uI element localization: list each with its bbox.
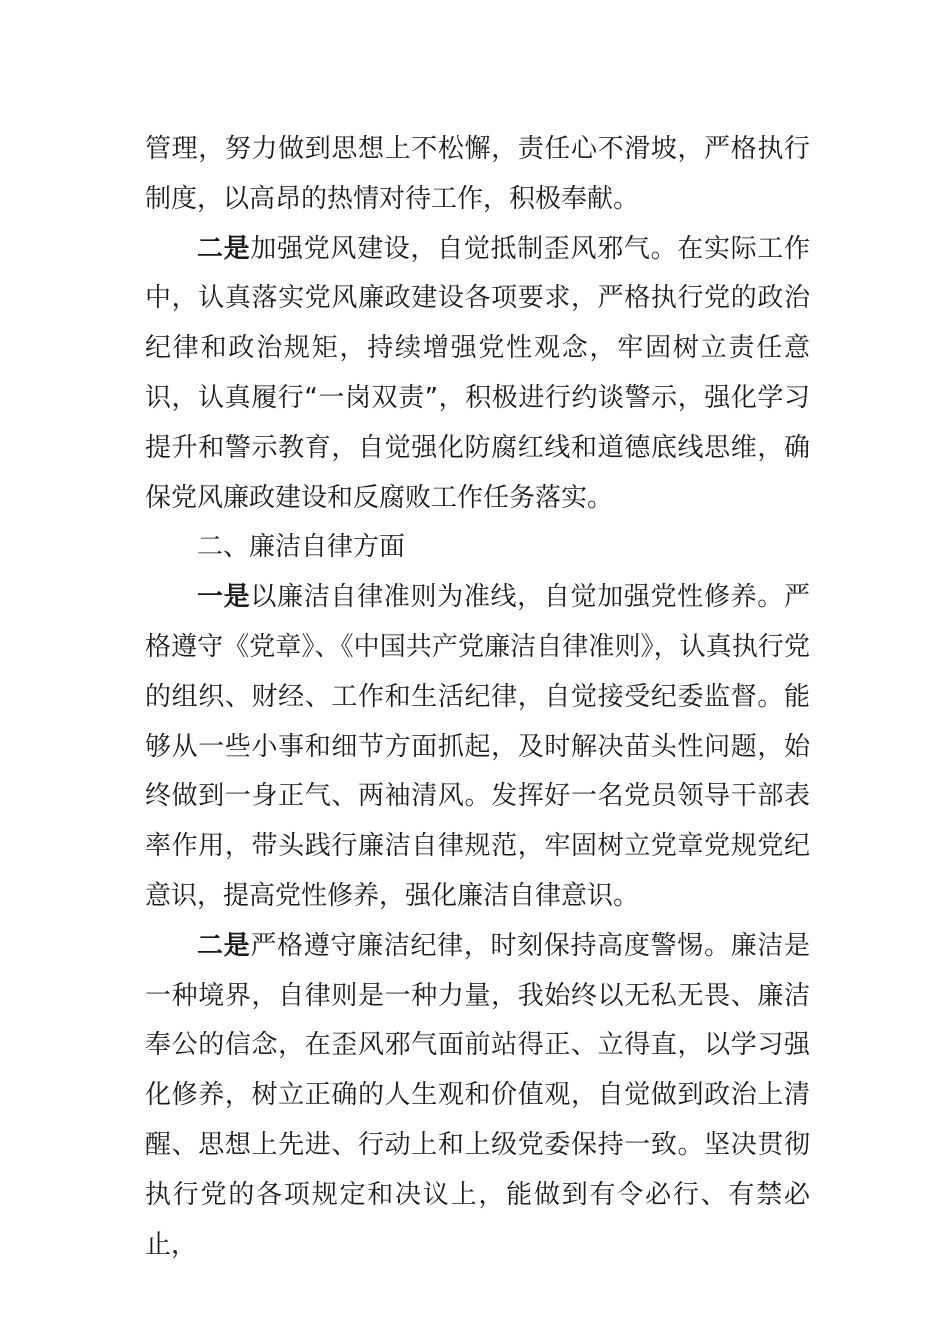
paragraph-3-text: 以廉洁自律准则为准线，自觉加强党性修养。严格遵守《党章》、《中国共产党廉洁自律准则》，认真执行党的组织、财经、工作和生活纪律，自觉接受纪委监督。能够从一些小事和细节方面抓起，及时解决苗头性问题，始终做到一身正气、两袖清风。发挥好一名党员领导干部表率作用，带头践行廉洁自律规范，牢固树立党章党规党纪意识，提高党性修养，强化廉洁自律意识。	[145, 582, 810, 911]
paragraph-3	[145, 573, 810, 922]
paragraph-4-text: 严格遵守廉洁纪律，时刻保持高度警惕。廉洁是一种境界，自律则是一种力量，我始终以无私无畏、廉洁奉公的信念，在歪风邪气面前站得正、立得直，以学习强化修养，树立正确的人生观和价值观，自觉做到政治上清醒、思想上先进、行动上和上级党委保持一致。坚决贯彻执行党的各项规定和决议上，能做到有令必行、有禁必止，	[145, 930, 810, 1260]
paragraph-2-lead: 二是	[197, 233, 251, 264]
paragraph-4	[145, 922, 810, 1271]
paragraph-4-lead: 二是	[197, 930, 251, 961]
paragraph-2-text: 加强党风建设，自觉抵制歪风邪气。在实际工作中，认真落实党风廉政建设各项要求，严格执行党的政治纪律和政治规矩，持续增强党性观念，牢固树立责任意识，认真履行“一岗双责”，积极进行约谈警示，强化学习提升和警示教育，自觉强化防腐红线和道德底线思维，确保党风廉政建设和反腐败工作任务落实。	[145, 233, 810, 513]
paragraph-1	[145, 125, 810, 225]
paragraph-3-lead: 一是	[197, 582, 251, 613]
paragraph-1-text: 管理，努力做到思想上不松懈，责任心不滑坡，严格执行制度，以高昂的热情对待工作，积极奉献。	[145, 134, 810, 214]
section-heading-text: 二、廉洁自律方面	[197, 532, 406, 563]
section-heading	[145, 523, 810, 573]
document-body	[145, 125, 810, 1270]
paragraph-2	[145, 225, 810, 524]
